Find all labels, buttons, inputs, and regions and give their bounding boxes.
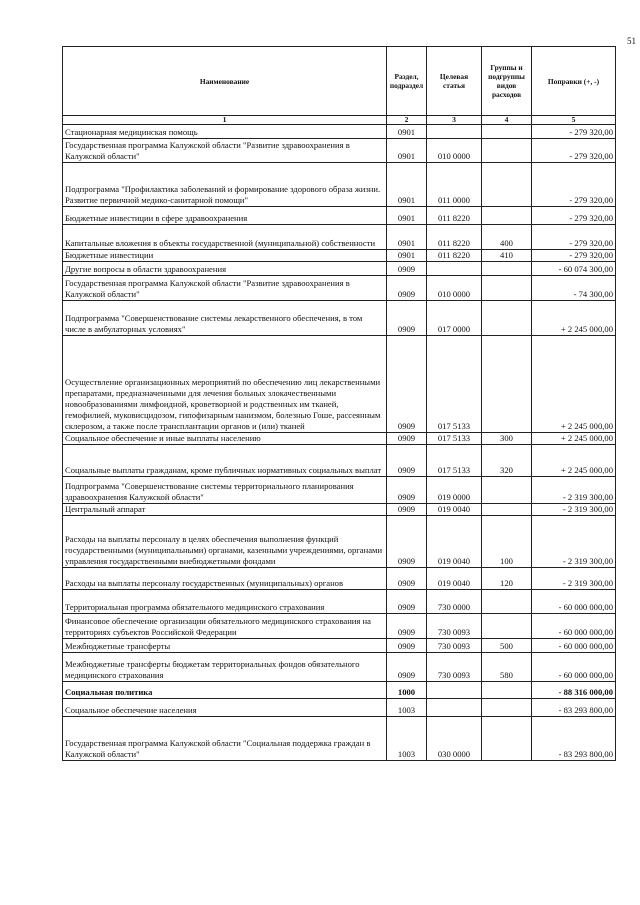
table-row [63,250,616,262]
row-amount: + 2 245 000,00 [532,445,616,477]
page-number: 51 [627,36,636,46]
table-row [63,699,616,717]
row-expense-group [482,504,532,516]
row-expense-group [482,125,532,139]
col-number: 5 [532,116,616,125]
row-expense-group: 100 [482,516,532,568]
row-target-code: 011 8220 [427,250,482,262]
row-section-code: 0901 [387,207,427,225]
row-target-code: 011 0000 [427,163,482,207]
table-row [63,590,616,614]
row-target-code: 011 8220 [427,225,482,250]
col-number: 4 [482,116,532,125]
row-target-code: 019 0000 [427,477,482,504]
table-row [63,225,616,250]
row-target-code [427,262,482,276]
col-number: 2 [387,116,427,125]
row-amount: - 2 319 300,00 [532,477,616,504]
row-name: Социальные выплаты гражданам, кроме публичных нормативных социальных выплат [63,445,387,477]
row-name: Другие вопросы в области здравоохранения [63,262,387,276]
row-expense-group: 300 [482,433,532,445]
table-row [63,336,616,433]
row-amount: - 60 000 000,00 [532,639,616,653]
row-section-code: 0909 [387,433,427,445]
col-number: 1 [63,116,387,125]
row-section-code: 0909 [387,568,427,590]
table-row [63,207,616,225]
row-name: Подпрограмма "Совершенствование системы лекарственного обеспечения, в том числе в амбулаторных условиях" [63,301,387,336]
row-section-code: 1003 [387,717,427,761]
row-amount: - 60 000 000,00 [532,614,616,639]
row-amount: - 83 293 800,00 [532,699,616,717]
row-target-code: 019 0040 [427,568,482,590]
table-row [63,301,616,336]
row-section-code: 0901 [387,163,427,207]
table-row [63,433,616,445]
row-expense-group: 410 [482,250,532,262]
row-expense-group [482,336,532,433]
row-target-code: 730 0093 [427,653,482,682]
row-section-code: 1003 [387,699,427,717]
row-target-code: 019 0040 [427,516,482,568]
row-name: Расходы на выплаты персоналу государственных (муниципальных) органов [63,568,387,590]
row-name: Социальное обеспечение населения [63,699,387,717]
row-target-code: 030 0000 [427,717,482,761]
row-expense-group [482,682,532,699]
row-name: Государственная программа Калужской области "Социальная поддержка граждан в Калужской области" [63,717,387,761]
table-row [63,262,616,276]
row-name: Социальное обеспечение и иные выплаты населению [63,433,387,445]
row-amount: + 2 245 000,00 [532,433,616,445]
row-expense-group [482,207,532,225]
header-section: Раздел, подраздел [387,47,427,116]
row-target-code [427,125,482,139]
row-expense-group [482,717,532,761]
row-amount: - 279 320,00 [532,250,616,262]
budget-amendments-table [62,46,616,761]
row-expense-group [482,477,532,504]
col-number: 3 [427,116,482,125]
column-number-row [63,116,616,125]
row-target-code: 730 0093 [427,614,482,639]
row-section-code: 0909 [387,445,427,477]
row-name: Территориальная программа обязательного медицинского страхования [63,590,387,614]
row-amount: - 279 320,00 [532,225,616,250]
table-row [63,653,616,682]
row-target-code: 019 0040 [427,504,482,516]
row-expense-group: 580 [482,653,532,682]
row-amount: - 279 320,00 [532,207,616,225]
table-row [63,163,616,207]
row-name: Подпрограмма "Совершенствование системы территориального планирования здравоохранения Калужской области" [63,477,387,504]
row-section-code: 0909 [387,516,427,568]
row-name: Бюджетные инвестиции в сфере здравоохранения [63,207,387,225]
row-amount: + 2 245 000,00 [532,301,616,336]
table-row [63,445,616,477]
row-section-code: 0909 [387,477,427,504]
row-amount: - 2 319 300,00 [532,504,616,516]
table-row [63,516,616,568]
row-section-code: 0909 [387,653,427,682]
row-expense-group [482,163,532,207]
row-section-code: 0909 [387,504,427,516]
row-expense-group: 500 [482,639,532,653]
row-amount: - 279 320,00 [532,139,616,163]
row-target-code: 017 5133 [427,445,482,477]
row-target-code: 017 0000 [427,301,482,336]
row-section-code: 0909 [387,276,427,301]
row-section-code: 0909 [387,639,427,653]
row-section-code: 0909 [387,301,427,336]
row-name: Межбюджетные трансферты [63,639,387,653]
table-row [63,125,616,139]
row-name: Межбюджетные трансферты бюджетам территориальных фондов обязательного медицинского страхования [63,653,387,682]
row-section-code: 1000 [387,682,427,699]
row-name: Осуществление организационных мероприятий по обеспечению лиц лекарственными препаратами, предназначенными для лечения больных злокачественными новообразованиями лимфоидной, кроветворной и родственных им тканей, гемофилией, муковисцидозом, гипофизарным нанизмом, болезнью Гоше, рассеянным склерозом, а также после трансплантации органов и (или) тканей [63,336,387,433]
row-section-code: 0909 [387,614,427,639]
table-row [63,682,616,699]
row-target-code: 011 8220 [427,207,482,225]
row-expense-group: 400 [482,225,532,250]
table-row [63,568,616,590]
row-expense-group [482,262,532,276]
row-name: Капитальные вложения в объекты государственной (муниципальной) собственности [63,225,387,250]
row-amount: - 60 074 300,00 [532,262,616,276]
row-name: Социальная политика [63,682,387,699]
row-section-code: 0901 [387,139,427,163]
row-expense-group [482,276,532,301]
row-target-code [427,682,482,699]
table-row [63,717,616,761]
row-amount: - 2 319 300,00 [532,516,616,568]
row-amount: - 60 000 000,00 [532,653,616,682]
row-target-code [427,699,482,717]
table-body [63,125,616,761]
row-target-code: 010 0000 [427,276,482,301]
row-expense-group: 120 [482,568,532,590]
row-amount: - 60 000 000,00 [532,590,616,614]
row-amount: - 2 319 300,00 [532,568,616,590]
table-row [63,477,616,504]
row-amount: - 279 320,00 [532,163,616,207]
row-target-code: 730 0093 [427,639,482,653]
table-row [63,139,616,163]
row-target-code: 010 0000 [427,139,482,163]
row-amount: - 279 320,00 [532,125,616,139]
table-row [63,276,616,301]
header-target: Целевая статья [427,47,482,116]
row-section-code: 0909 [387,336,427,433]
table-row [63,504,616,516]
table-header-row [63,47,616,116]
row-amount: - 74 300,00 [532,276,616,301]
row-expense-group [482,699,532,717]
row-name: Центральный аппарат [63,504,387,516]
row-name: Бюджетные инвестиции [63,250,387,262]
row-expense-group [482,139,532,163]
row-expense-group [482,614,532,639]
row-section-code: 0901 [387,225,427,250]
row-name: Стационарная медицинская помощь [63,125,387,139]
header-amendments: Поправки (+, -) [532,47,616,116]
row-target-code: 017 5133 [427,433,482,445]
row-amount: + 2 245 000,00 [532,336,616,433]
table-row [63,639,616,653]
row-amount: - 88 316 000,00 [532,682,616,699]
row-name: Государственная программа Калужской области "Развитие здравоохранения в Калужской области" [63,139,387,163]
row-section-code: 0909 [387,262,427,276]
row-section-code: 0901 [387,125,427,139]
row-amount: - 83 293 800,00 [532,717,616,761]
row-expense-group [482,590,532,614]
row-name: Государственная программа Калужской области "Развитие здравоохранения в Калужской области" [63,276,387,301]
table-row [63,614,616,639]
row-expense-group: 320 [482,445,532,477]
row-name: Финансовое обеспечение организации обязательного медицинского страхования на территориях субъектов Российской Федерации [63,614,387,639]
row-section-code: 0901 [387,250,427,262]
row-expense-group [482,301,532,336]
row-section-code: 0909 [387,590,427,614]
row-name: Расходы на выплаты персоналу в целях обеспечения выполнения функций государственными (муниципальными) органами, казенными учреждениями, органами управления государственными внебюджетными фондами [63,516,387,568]
row-target-code: 730 0000 [427,590,482,614]
row-name: Подпрограмма "Профилактика заболеваний и формирование здорового образа жизни. Развитие первичной медико-санитарной помощи" [63,163,387,207]
header-groups: Группы и подгруппы видов расходов [482,47,532,116]
row-target-code: 017 5133 [427,336,482,433]
header-name: Наименование [63,47,387,116]
